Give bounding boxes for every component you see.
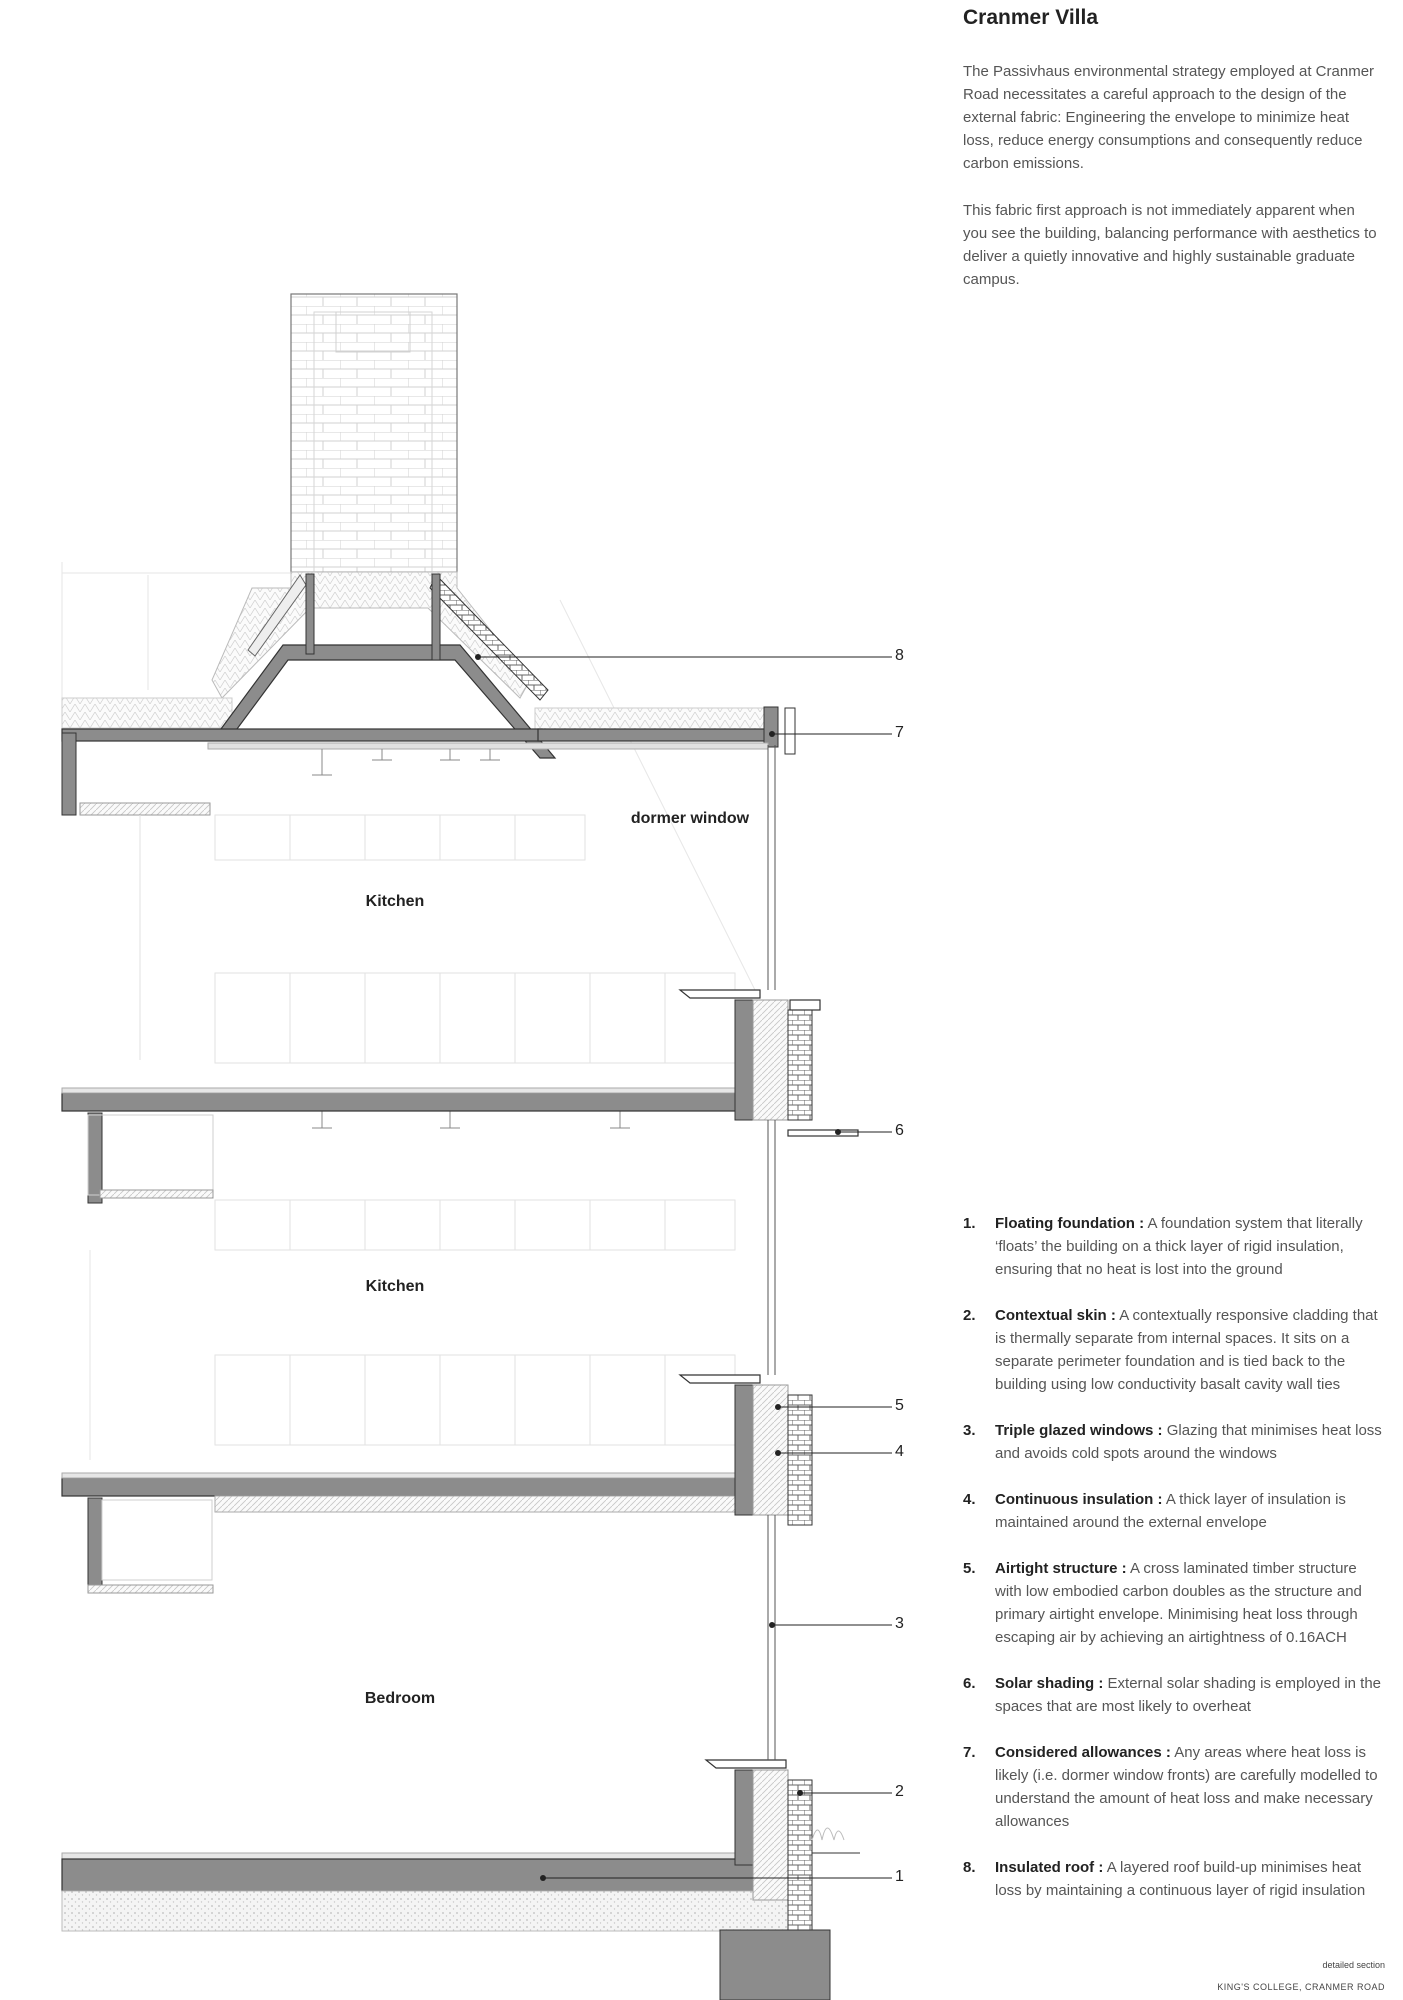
intro-paragraph-1: The Passivhaus environmental strategy employed at Cranmer Road necessitates a careful approach to the design of the external fabric: Engineering the envelope to minimize heat loss, reduce energy consumptions and consequently reduce carbon emissions. [963,63,1375,172]
chimney-flue-left [306,574,314,654]
callout-7: 7 [895,724,904,741]
legend-item: 1. Floating foundation : A foundation system that literally ‘floats’ the building on a thick layer of rigid insulation, ensuring that no heat is lost into the ground [963,1215,1363,1278]
callout-1: 1 [895,1868,904,1885]
kitchen-upper-furniture [140,815,735,1063]
footer-project: KING'S COLLEGE, CRANMER ROAD [1217,1982,1385,1992]
legend-list [963,1212,1383,1902]
kitchen-lower-furniture [215,1200,735,1445]
foundation-footing [720,1930,830,2000]
callout-3: 3 [895,1615,904,1632]
plants [812,1828,844,1840]
callout-6: 6 [895,1122,904,1139]
legend-item: 3. Triple glazed windows : Glazing that minimises heat loss and avoids cold spots around the windows [963,1422,1382,1462]
leader-dots [475,654,841,1881]
legend-item: 2. Contextual skin : A contextually responsive cladding that is thermally separate from internal spaces. It sits on a separate perimeter foundation and is tied back to the building using low conductivity basalt cavity wall ties [963,1307,1378,1393]
room-label-kitchen-upper: Kitchen [365,893,425,910]
legend-item: 6. Solar shading : External solar shading is employed in the spaces that are most likely to overheat [963,1675,1382,1715]
room-label-bedroom: Bedroom [364,1690,436,1707]
ground-slab [62,1859,762,1891]
roof-slab [62,729,542,741]
callout-8: 8 [895,647,904,664]
foundation-insulation [62,1891,802,1931]
floor-slab-2 [62,1478,744,1496]
chimney [291,294,457,572]
glazing [768,745,775,1760]
room-label-dormer: dormer window [630,810,750,827]
legend-item: 8. Insulated roof : A layered roof build-up minimises heat loss by maintaining a continuous layer of rigid insulation [963,1859,1366,1899]
legend-item: 4. Continuous insulation : A thick layer of insulation is maintained around the external envelope [963,1491,1346,1531]
background-lines [62,562,755,1460]
leader-lines [478,657,892,1878]
callout-4: 4 [895,1443,904,1460]
legend-item: 5. Airtight structure : A cross laminated timber structure with low embodied carbon doubles as the structure and primary airtight envelope. Minimising heat loss through escaping air by achieving an airtightness of 0.16ACH [963,1560,1362,1646]
intro-paragraph-2: This fabric first approach is not immediately apparent when you see the building, balancing performance with aesthetics to deliver a quietly innovative and highly sustainable graduate campus. [963,202,1377,288]
callout-2: 2 [895,1783,904,1800]
page-title: Cranmer Villa [963,6,1099,29]
room-label-kitchen-lower: Kitchen [365,1278,425,1295]
dormer-parapet [764,707,778,747]
footer-label: detailed section [1322,1960,1385,1970]
floor-slab-1 [62,1093,744,1111]
left-wall [62,733,102,1593]
callout-5: 5 [895,1397,904,1414]
chimney-flue-right [432,574,440,660]
legend-item: 7. Considered allowances : Any areas where heat loss is likely (i.e. dormer window fronts) are carefully modelled to understand the amount of heat loss and make necessary allowances [963,1744,1378,1830]
ceiling-lights [312,749,630,1128]
